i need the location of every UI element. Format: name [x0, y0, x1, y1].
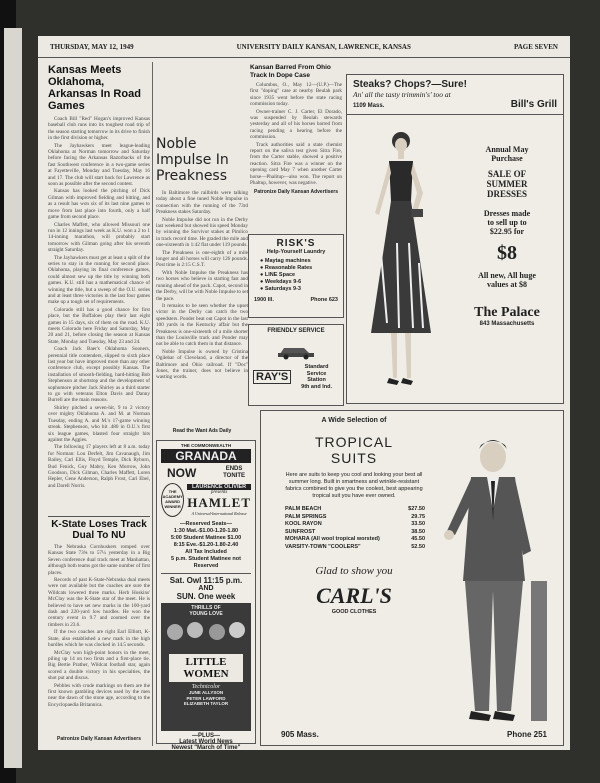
- palace-line: Dresses made: [483, 209, 531, 218]
- palace-line: to sell up to: [487, 218, 527, 227]
- carls-name: CARL'S: [316, 583, 392, 608]
- carls-item: SUNFROST 38.50: [285, 528, 425, 535]
- technicolor: Technicolor: [191, 684, 221, 690]
- banned-headline: Kansan Barred From Ohio Track In Dope Case: [250, 64, 331, 79]
- noble-para: In Baltimore the railbirds were talking today about a fine tuned Noble Impulse in connection with the running of the 73rd Preakness stakes Saturday.: [156, 190, 248, 216]
- noble-para: The Preakness is one-eighth of a mile longer and all horses will carry 126 pounds. Post time is 2:15 C.S.T.: [156, 249, 248, 269]
- academy-award-seal: THE ACADEMY AWARD WINNER: [161, 483, 184, 517]
- carls-item: MOHARA (All wool tropical worsted) 45.50: [285, 536, 425, 542]
- banned-para: Owner-trainer C. J. Carter, El Dorado, was suspended by Beulah stewards yesterday and all of his horses barred from racing pending a hearing before the commission.: [250, 108, 342, 141]
- granada-sun: SUN. One week: [176, 592, 236, 601]
- banned-para: Track authorities said a state chemist report on the saliva test given Sitra Fire, from the Carter stable, showed a positive reaction. Sitra Fire was a winner on the opening card May 7 when another Carter horse—Phalitup—also won. The report on Phaltup, however, was negative.: [250, 141, 342, 187]
- palace-line: Purchase: [491, 154, 523, 163]
- carls-item: KOOL RAYON 33.50: [285, 521, 425, 527]
- carls-item: VARSITY-TOWN "COOLERS" 52.50: [285, 543, 425, 550]
- noble-headline: Noble Impulse In Preakness: [156, 136, 229, 184]
- palace-text: [457, 145, 557, 327]
- risks-list: [254, 258, 338, 293]
- kansas-para: The Jayhawkers meet league-leading Oklahoma at Norman tomorrow and Saturday before facing the Arkansas Razorbacks of the fast Southwest conference in a two-game series at Fayetteville, Monday and Tuesday, May 16 and 17. The club will start back for Lawrence as soon as possible after the second contest.: [48, 142, 150, 188]
- woman-dress-illustration: [353, 123, 453, 393]
- risks-item: ● LINE Space: [260, 272, 296, 278]
- noble-para: With Noble Impulse the Preakness has two horses who believe in starting fast and running ahead of the pack. Capot, second in the Derby, will be with Noble Impulse to set the pace.: [156, 269, 249, 302]
- kansas-para: The following 17 players left at 8 a.m. today for Norman: Lou Derfelt, Jim Cavanaugh, Jim Bailey, Carl Ellis, Floyd Temple, Dick Ryburn, Bud Fenick, Guy Mabry, Ken Morrow, John Goodson, Dick Gilman, Charles Maffett, Loren Hepler, Gene Anderson, Ralph Frost, Carl Ebel, and Darell Norris.: [48, 444, 150, 489]
- palace-line: SALE OF: [487, 169, 527, 179]
- risks-item: ● Saturdays 9-3: [260, 286, 301, 292]
- rays-station-ad: [248, 324, 344, 406]
- risks-item: ● Maytag machines: [260, 258, 311, 264]
- kstate-credit: Patronize Daily Kansan Advertisers: [48, 736, 150, 742]
- carls-glad: Glad to show you: [315, 565, 393, 577]
- noble-para: It remains to be seen whether the upset victor in the Derby can catch the two speedsters. Ponder beat out Capot in the last 100 yards in the Kentucky affair but the Preakness is one-sixteenth of a mile shorter than the Louisville track and Ponder may not be able to catch them in that distance.: [156, 302, 248, 348]
- masthead-page: PAGE SEVEN: [513, 42, 558, 51]
- granada-schedule: —Reserved Seats— 1:30 Mat.-$1.00-1.20-1.80 5:00 Student Matinee $1.00 8:15 Eve.-$1.20-1.80-2.40 All Tax Included 5 p.m. Student Matinee not Reserved: [170, 521, 242, 569]
- kstate-story-block: [48, 516, 150, 746]
- kansas-para: Coach Jack Baer's Oklahoma Sooners, perennial title contenders, slipped to sixth place last year but have improved more than any other conference club, except possibly Kansas. The installation of smooth-fielding, hard-hitting Bob Stephenson at shortstop and the development of sophomore pitcher Jack Shirley as a third starter to go with veterans Elton Davis and Danny Burrell are the main reasons.: [48, 346, 150, 404]
- palace-address: 843 Massachusetts: [479, 321, 535, 327]
- banned-para: Columbus, O., May 12—(U.P.)—The first "doping" case at nearby Beulah park since 1935 went before the state racing commission today.: [250, 82, 342, 108]
- palace-and-bills-ad: [346, 74, 564, 404]
- column-sports-middle: [156, 132, 248, 432]
- kansas-para: Kansas has looked the pitching of Dick Gilman with improved fielding and hitting, and as a result has won six of its last nine games to move from last place into fourth, only a half game from second place.: [48, 188, 150, 221]
- granada-presenter: LAURENCE OLIVIER: [187, 484, 251, 490]
- bills-name: Bill's Grill: [510, 99, 557, 110]
- kstate-headline: K-State Loses Track Dual To NU: [51, 519, 147, 541]
- masthead-paper: UNIVERSITY DAILY KANSAN, LAWRENCE, KANSAS: [236, 42, 411, 51]
- palace-price: $8: [497, 242, 517, 264]
- granada-top: THE COMMONWEALTH: [180, 443, 232, 448]
- palace-name: The Palace: [474, 305, 540, 320]
- banned-story: [250, 82, 342, 187]
- kstate-para: Records of past K-State-Nebraska dual meets were not available but the coaches are sure the Wildcats lowered three marks. Herb Hoskins' McClay was the K-State star of the meet. He is believed to have set new marks in the 100-yard dash and 220-yard low hurdles. He won the century event in 9.7 and zoomed over the timbers in 23.6.: [48, 577, 150, 628]
- carls-price-list: [285, 506, 425, 551]
- risks-phone: Phone 623: [310, 297, 338, 303]
- palace-line: values at $8: [487, 280, 527, 289]
- rays-line: Station: [307, 377, 326, 383]
- palace-line: SUMMER: [486, 179, 528, 189]
- granada-ends: ENDS: [225, 466, 243, 472]
- kstate-para: The Nebraska Cornhuskers romped over Kansas State 73¾ to 57¼ yesterday in a Big Seven conference dual track meet at Manhattan, although both teams got the same number of first places.: [48, 544, 150, 576]
- carls-item: PALM BEACH $27.50: [285, 506, 425, 512]
- cast-list: JUNE ALLYSON PETER LAWFORD ELIZABETH TAYLOR: [183, 690, 229, 706]
- masthead-date: THURSDAY, MAY 12, 1949: [50, 42, 134, 51]
- rays-headline: FRIENDLY SERVICE: [267, 328, 325, 334]
- car-illustration: [276, 340, 316, 360]
- kansas-para: Colorado still has a good chance for first place, but the Buffaloes play their last eight games in 15 days, six of them on the road. K.U. meets Colorado here Friday and Saturday, May 20 and 21, before closing the season at Kansas State, Monday and Tuesday, May 23 and 24.: [48, 306, 150, 345]
- banned-credit: Patronize Daily Kansan Advertisers: [253, 188, 338, 195]
- carls-title: SUITS: [330, 450, 378, 466]
- kansas-headline: Kansas Meets Oklahoma, Arkansas In Road Games: [48, 64, 141, 112]
- risks-address: 1900 Ill.: [254, 297, 274, 303]
- bills-headline: Steaks? Chops?—Sure!: [353, 79, 467, 90]
- kansas-para: Charles Maffett, who allowed Missouri one run in 12 innings last week as K.U. won a 2 to 1 14-inning marathon, will probably start tomorrow with Gilman going after his seventh straight Saturday.: [48, 221, 150, 254]
- granada-news: Latest World News: [179, 739, 233, 745]
- rays-line: Standard Service: [304, 364, 329, 377]
- women-title: WOMEN: [183, 668, 229, 680]
- column-rule: [152, 62, 153, 746]
- kansas-story: [48, 116, 150, 489]
- granada-owl: Sat. Owl 11:15 p.m.: [161, 573, 251, 585]
- noble-para: Noble Impulse did not run in the Derby last weekend but showed his speed Monday by winning the Survivor stakes at Pimlico in track record time. He graded the mile and one-sixteenth in 1:42 flat under 119 pounds.: [156, 216, 248, 249]
- rays-name: RAY'S: [253, 370, 291, 384]
- adjacent-page-edge: [4, 28, 22, 768]
- rays-line: 9th and Ind.: [301, 383, 333, 390]
- risks-name: RISK'S: [276, 238, 316, 249]
- granada-theater-ad: [156, 440, 256, 751]
- kansas-para: The Jayhawkers must get at least a split of the series to stay in the running for second place. Oklahoma, playing its final conference games, could almost sew up the title by winning both games. K.U. still has a mathematical chance of winning the title, but a sweep of the O.U. series and at least three victories in the last four games make up a tough set of requirements.: [48, 254, 150, 306]
- noble-para: Noble Impulse is owned by Cristina Ogilebar of Cleveland, a director of the Baltimore and Ohio railroad. If "Doc" Jones, the trainer, does not believe in wasting words.: [156, 348, 248, 381]
- newspaper-page: [38, 36, 570, 750]
- granada-tonite: TONITE: [223, 473, 245, 479]
- carls-item: PALM SPRINGS 29.75: [285, 513, 425, 520]
- man-suit-illustration: [435, 431, 555, 731]
- bills-address: 1109 Mass.: [353, 103, 385, 109]
- granada-movie: HAMLET: [187, 495, 251, 510]
- granada-now: NOW: [167, 466, 197, 480]
- bills-tagline: An' all the tasty trimmin's' too at: [353, 90, 451, 99]
- carls-title: TROPICAL: [314, 434, 393, 450]
- kstate-para: McClay won high-point honors in the meet, piling up 14 on two firsts and a first-place tie. Big Bertie Prather, Wildcat football star, again scored a double victory in his specialties, the shot put and discus.: [48, 649, 150, 682]
- palace-line: All new, All huge: [478, 271, 536, 280]
- kstate-para: Pebbles with crude markings on them are the first known gambling devices used by the men near the dawn of the stone age, according to the Encyclopaedia Britannica.: [48, 682, 150, 708]
- cast-faces-illustration: [163, 617, 249, 647]
- granada-plus: —PLUS—: [191, 733, 220, 739]
- carls-intro: A Wide Selection of: [321, 417, 387, 424]
- noble-story: [156, 190, 248, 381]
- carls-phone: Phone 251: [506, 730, 547, 739]
- kstate-para: If the two coaches are right Earl Elliott, K-State, also established a new mark in the high hurdles which he was clocked in 14.5 seconds.: [48, 629, 150, 649]
- carls-subname: GOOD CLOTHES: [331, 609, 377, 615]
- granada-studio: A Universal-International Release: [191, 511, 247, 516]
- risks-item: ● Reasonable Rates: [260, 265, 313, 271]
- risks-item: ● Weekdays 9-6: [260, 279, 302, 285]
- palace-line: DRESSES: [486, 189, 528, 199]
- granada-theater: GRANADA: [161, 449, 251, 463]
- noble-credit: Read the Want Ads Daily: [172, 428, 232, 434]
- carls-clothes-ad: [260, 410, 564, 746]
- kansas-para: Shirley pitched a seven-hit, 9 to 2 victory over mighty Oklahoma A. and M. at Norman Tuesday, ending A. and M.'s 17-game winning streak. Stephenson, who hit .480 in O.U.'s first six league games, blasted four straight hits against the Aggies.: [48, 404, 150, 443]
- granada-presents: presents: [210, 490, 228, 495]
- palace-line: Annual May: [485, 145, 529, 154]
- carls-body: Here are suits to keep you cool and looking your best all summer long. Built in smartness and wrinkle-resistant fabrics combined to give you the coolest, best appearing tropical suit you have ever owned.: [285, 472, 423, 499]
- granada-and: AND: [198, 585, 214, 592]
- risks-subtitle: Help-Yourself Laundry: [266, 249, 326, 255]
- masthead: [38, 36, 570, 58]
- granada-march: Newest "March of Time": [171, 745, 241, 751]
- risks-laundry-ad: [248, 234, 344, 318]
- palace-old-price: $22.95 for: [489, 227, 525, 236]
- kstate-story: [48, 544, 150, 708]
- carls-address: 905 Mass.: [281, 730, 319, 739]
- column-sports-right: [250, 64, 342, 232]
- kansas-para: Coach Bill "Red" Hogan's improved Kansas baseball club runs into its toughest road trip of the season starting tomorrow in its drive to finish in the first division or higher.: [48, 116, 151, 142]
- little-title: LITTLE: [185, 656, 227, 668]
- little-women-poster: THRILLS OF YOUNG LOVE LITTLE WOMEN Technicolor JUNE ALLYSON PETER LAWFORD ELIZABETH TAYLOR: [161, 603, 251, 731]
